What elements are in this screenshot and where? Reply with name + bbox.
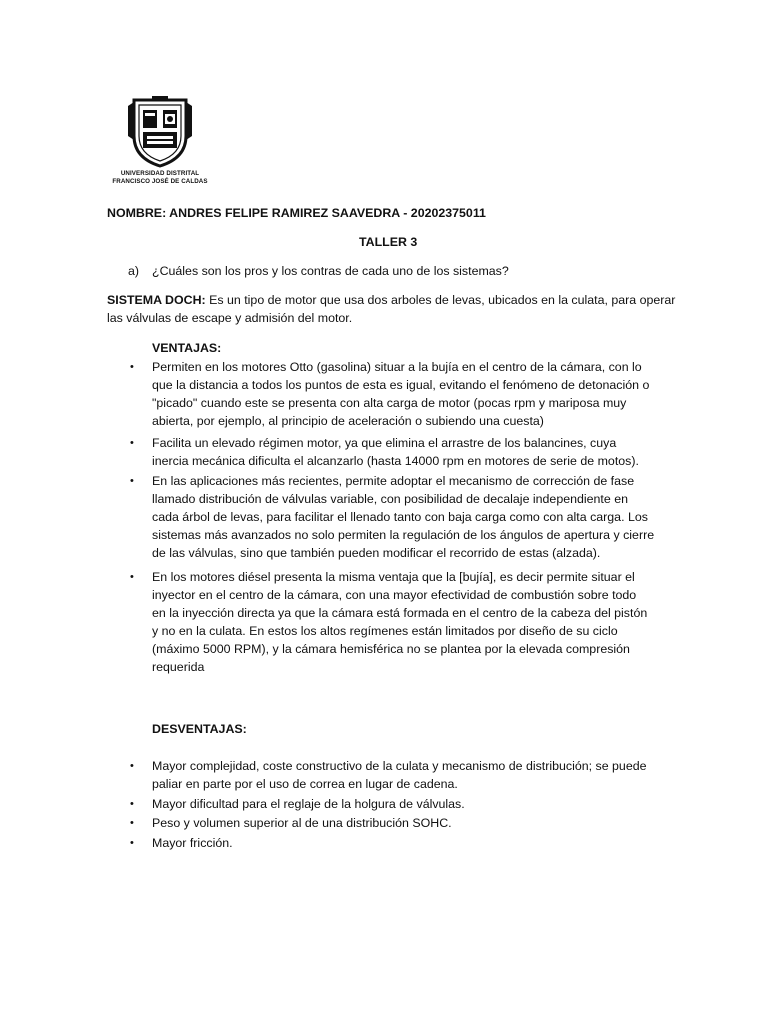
logo-university-name: UNIVERSIDAD DISTRITAL [120,170,200,177]
list-item-line: cada árbol de levas, para facilitar el llenado tanto con baja carga como con alta carga. Los [152,510,648,524]
list-item-line: sistemas más avanzados no solo permiten la regulación de los ángulos de apertura y cierre [152,528,655,542]
list-item-line: Peso y volumen superior al de una distribución SOHC. [152,816,452,830]
list-item-line: inyector en el centro de la cámara, con una mayor efectividad de combustión sobre todo [152,588,637,602]
list-item-line: llamado distribución de válvulas variable, con posibilidad de decalaje independiente en [152,492,628,506]
question-text: ¿Cuáles son los pros y los contras de cada uno de los sistemas? [152,264,509,278]
question-marker: a) [128,264,140,278]
list-item-line: (máximo 5000 RPM), y la cámara hemisférica no se plantea por la elevada compresión [152,642,630,656]
bullet-marker: • [130,571,134,583]
list-item-line: en la inyección directa ya que la cámara está formada en el centro de la cabeza del pistón [152,606,648,620]
list-item-line: abierta, por ejemplo, al principio de aceleración o subiendo una cuesta) [152,414,544,428]
list-item-line: En las aplicaciones más recientes, permite adoptar el mecanismo de corrección de fase [152,474,635,488]
ventaja-item-4 [152,568,662,676]
student-name-line: NOMBRE: ANDRES FELIPE RAMIREZ SAAVEDRA - 20202375011 [107,206,486,220]
list-item-line: Permiten en los motores Otto (gasolina) situar a la bujía en el centro de la cámara, con lo [152,360,642,374]
list-item-line: Mayor fricción. [152,836,233,850]
ventaja-item-1 [152,358,662,430]
system-description-line-1 [107,291,675,309]
list-item-line: y no en la culata. En estos los altos regímenes están limitados por diseño de su ciclo [152,624,618,638]
document-title: TALLER 3 [359,235,418,249]
ventaja-item-3 [152,472,662,562]
university-logo [108,96,212,190]
desventaja-item-1 [152,757,662,793]
bullet-marker: • [130,760,134,772]
list-item-line: que la distancia a todos los puntos de esta es igual, evitando el fenómeno de detonación o [152,378,650,392]
desventaja-item-2 [152,795,662,813]
bullet-marker: • [130,817,134,829]
list-item-line: inercia mecánica dificulta el alcanzarlo (hasta 14000 rpm en motores de serie de motos). [152,454,639,468]
list-item-line: Mayor dificultad para el reglaje de la holgura de válvulas. [152,797,465,811]
bullet-marker: • [130,475,134,487]
list-item-line: requerida [152,660,205,674]
list-item-line: "picado" cuando este se presenta con alta carga de motor (pocas rpm y mariposa muy [152,396,627,410]
bullet-marker: • [130,837,134,849]
desventajas-heading: DESVENTAJAS: [152,722,247,736]
ventaja-item-2 [152,434,662,470]
ventajas-heading: VENTAJAS: [152,341,222,355]
list-item-line: Facilita un elevado régimen motor, ya que elimina el arrastre de los balancines, cuya [152,436,617,450]
system-description-line-2: las válvulas de escape y admisión del motor. [107,311,353,325]
bullet-marker: • [130,361,134,373]
system-description-text: Es un tipo de motor que usa dos arboles de levas, ubicados en la culata, para operar [205,293,676,307]
desventaja-item-3 [152,814,662,832]
bullet-marker: • [130,798,134,810]
desventaja-item-4 [152,834,662,852]
list-item-line: En los motores diésel presenta la misma ventaja que la [bujía], es decir permite situar el [152,570,635,584]
coat-of-arms-icon [126,96,194,168]
logo-university-subname: FRANCISCO JOSÉ DE CALDAS [112,178,208,185]
bullet-marker: • [130,437,134,449]
list-item-line: paliar en parte por el uso de correa en lugar de cadena. [152,777,458,791]
system-label: SISTEMA DOCH: [107,293,206,307]
list-item-line: Mayor complejidad, coste constructivo de la culata y mecanismo de distribución; se puede [152,759,647,773]
list-item-line: de las válvulas, sino que también pueden modificar el recorrido de estas (alzada). [152,546,601,560]
